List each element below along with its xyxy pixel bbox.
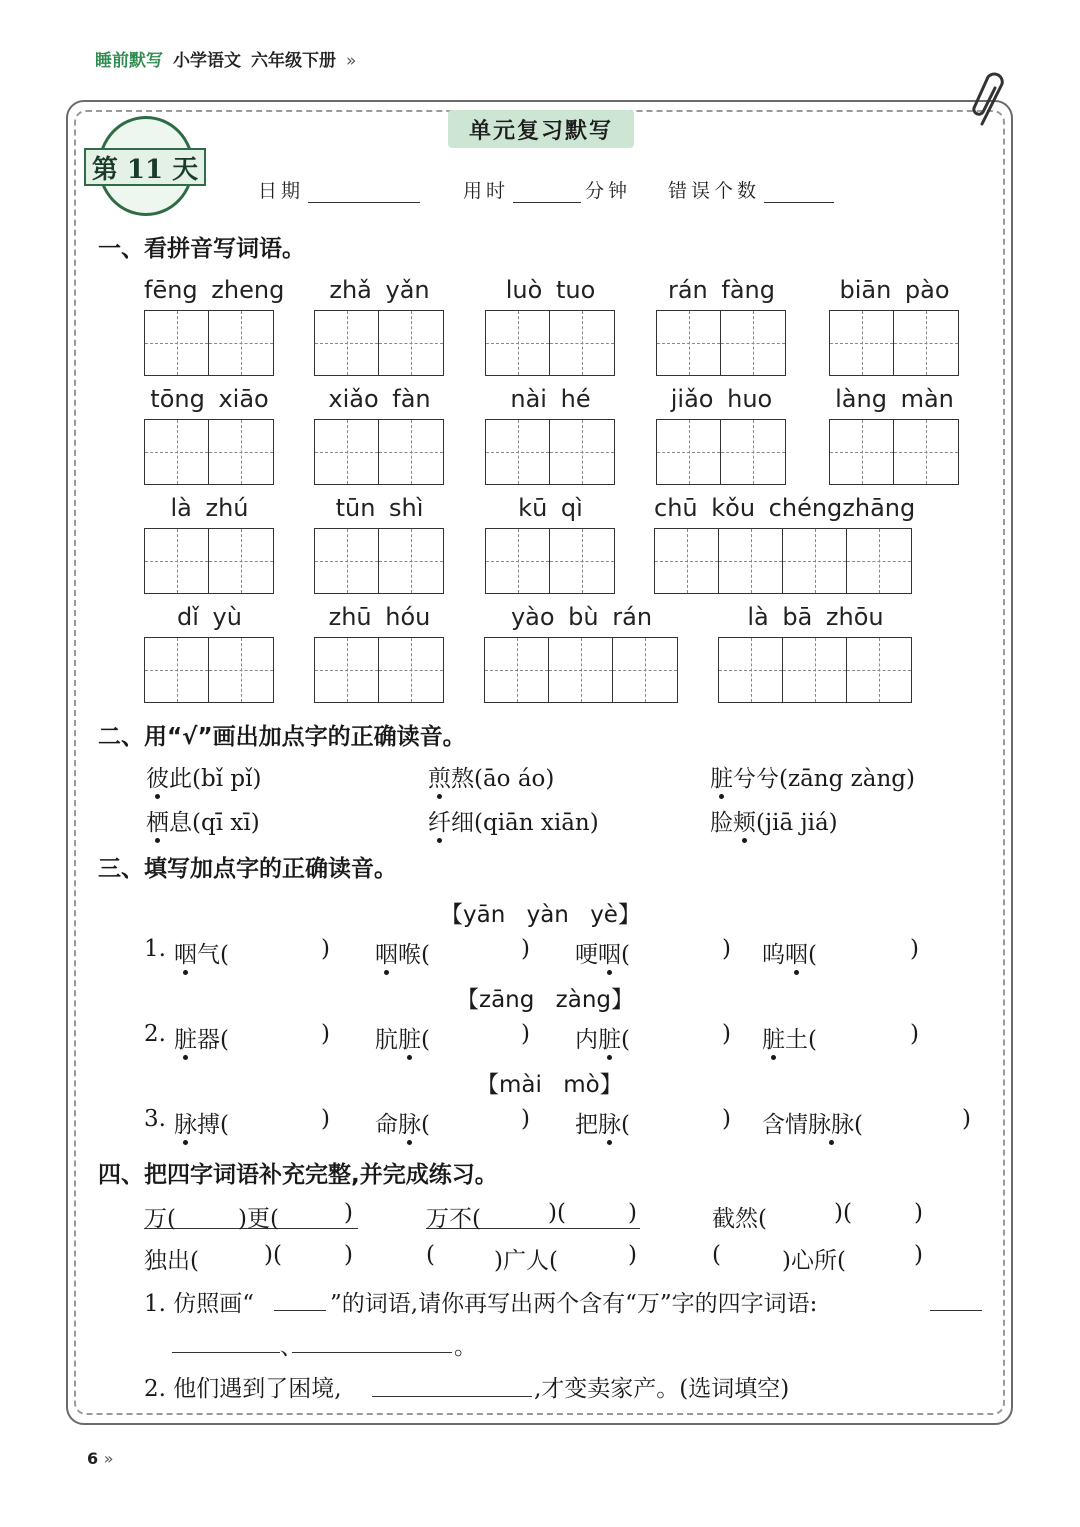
pinyin-text: là zhú [170,494,249,522]
writing-grid-cell[interactable] [657,420,721,484]
word-suffix: 搏( [197,1112,229,1138]
writing-grid-cell[interactable] [550,529,614,593]
date-label: 日期 [258,180,305,202]
fill-pronunciation-item[interactable] [375,1106,430,1139]
close-paren: ) [521,1106,530,1132]
answer-period: 。 [454,1334,477,1360]
dotted-character: 脏 [710,766,733,792]
word-prefix: 脸 [710,810,733,836]
writing-grid-cell[interactable] [145,638,209,702]
writing-grid-cell[interactable] [613,638,677,702]
idiom-blank-segment: 截然( [712,1206,767,1232]
word-prefix: 呜 [762,942,785,968]
idiom-blank-segment: 独出( [144,1248,199,1274]
fill-pronunciation-item[interactable] [762,1021,817,1054]
close-paren: ) [321,1106,330,1132]
section1-title: 一、看拼音写词语。 [98,236,305,262]
word-suffix: 喉( [398,942,430,968]
fill-pronunciation-item[interactable] [575,1106,630,1139]
pinyin-word-item [829,276,960,376]
pronunciation-choice-item[interactable] [710,760,915,793]
pinyin-word-item [144,276,285,376]
pronunciation-choice-item[interactable] [428,760,554,793]
idiom-blank-segment: ) [914,1242,923,1268]
errors-blank[interactable] [764,179,834,203]
pronunciation-choice-item[interactable] [710,804,838,837]
writing-grid-cell[interactable] [485,638,549,702]
pinyin-text: tūn shì [335,494,424,522]
writing-grid-cell[interactable] [721,420,785,484]
fill-pronunciation-item[interactable] [174,936,229,969]
writing-grid-cell[interactable] [719,529,783,593]
pinyin-text: fēng zheng [144,276,285,304]
word-suffix: ( [621,942,630,968]
writing-grid-cell[interactable] [379,638,443,702]
idiom-blank-segment: )更( [238,1206,279,1232]
writing-grid-cell[interactable] [209,311,273,375]
idiom-blank-segment: )( [548,1200,566,1226]
writing-grid[interactable] [829,419,959,485]
book-grade: 六年级下册 [251,51,336,71]
section4-title: 四、把四字词语补充完整,并完成练习。 [98,1162,498,1188]
pinyin-text: luò tuo [505,276,596,304]
writing-grid-cell[interactable] [721,311,785,375]
dotted-character: 煎 [428,766,451,792]
close-paren: ) [321,1021,330,1047]
question1-prompt-end: ”的词语,请你再写出两个含有“万”字的四字词语: [330,1291,818,1317]
dotted-character: 彼 [146,766,169,792]
pinyin-word-item [314,494,445,594]
fill-pronunciation-item[interactable] [762,936,817,969]
writing-grid-cell[interactable] [379,311,443,375]
answer-separator: 、 [280,1334,303,1360]
pinyin-options-bracket: 【yān yàn yè】 [440,902,641,928]
pinyin-text: chū kǒu chéngzhāng [654,494,916,522]
pinyin-options-bracket: 【mài mò】 [476,1072,623,1098]
answer-blank[interactable] [274,1310,326,1311]
word-suffix-options: 熬(āo áo) [451,766,555,792]
idiom-blank-segment: ) [914,1200,923,1226]
dotted-character: 咽 [375,942,398,968]
pinyin-text: kū qì [518,494,583,522]
header-arrows-icon: » [346,51,357,71]
writing-grid[interactable] [144,419,274,485]
writing-grid-cell[interactable] [550,311,614,375]
paperclip-icon [968,72,1014,130]
page-number: 6 [87,1449,99,1468]
pinyin-text: zhǎ yǎn [329,276,430,304]
word-suffix: 器( [197,1027,229,1053]
time-label: 用时 [463,180,510,202]
dotted-character: 脉 [398,1112,421,1138]
writing-grid[interactable] [656,310,786,376]
book-brand: 睡前默写 [95,51,163,71]
writing-grid-cell[interactable] [209,529,273,593]
dotted-character: 脉脉 [808,1112,854,1138]
idiom-blank-segment: ( [712,1242,721,1268]
pinyin-word-item [485,276,616,376]
idiom-blank-segment: )( [834,1200,852,1226]
word-suffix: ( [621,1027,630,1053]
writing-grid-cell[interactable] [783,638,847,702]
dotted-character: 脉 [598,1112,621,1138]
writing-grid-cell[interactable] [830,420,894,484]
errors-field [668,176,834,203]
pinyin-text: làng màn [835,385,954,413]
close-paren: ) [910,936,919,962]
time-blank[interactable] [513,179,581,203]
writing-grid[interactable] [829,310,959,376]
writing-grid-cell[interactable] [655,529,719,593]
idiom-blank-segment: )心所( [782,1248,846,1274]
idiom-blank-segment: 万不( [426,1206,481,1232]
writing-grid-cell[interactable] [783,529,847,593]
writing-grid[interactable] [654,528,912,594]
writing-grid-cell[interactable] [379,529,443,593]
worksheet-title: 单元复习默写 [448,110,634,148]
word-suffix: ( [854,1112,863,1138]
dotted-character: 咽 [174,942,197,968]
writing-grid-cell[interactable] [145,420,209,484]
writing-grid-cell[interactable] [830,311,894,375]
answer-blank[interactable] [172,1352,280,1353]
close-paren: ) [910,1021,919,1047]
time-unit: 分钟 [585,180,632,202]
pinyin-text: nài hé [510,385,591,413]
fill-pronunciation-item[interactable] [762,1106,863,1139]
pinyin-word-item [144,494,275,594]
writing-grid-cell[interactable] [894,420,958,484]
writing-grid-cell[interactable] [719,638,783,702]
word-suffix-options: 此(bǐ pǐ) [169,766,262,792]
close-paren: ) [521,936,530,962]
word-prefix: 肮 [375,1027,398,1053]
question1-prompt-start: 1. 仿照画“ [144,1291,255,1317]
answer-blank[interactable] [292,1352,452,1353]
dotted-character: 颊 [733,810,756,836]
writing-grid[interactable] [144,637,274,703]
idiom-blank-segment: ) [628,1242,637,1268]
answer-blank[interactable] [930,1310,982,1311]
question-number: 2. [144,1021,166,1047]
book-subject: 小学语文 [173,51,241,71]
date-blank[interactable] [308,179,420,203]
day-badge [84,116,206,216]
writing-grid-cell[interactable] [379,420,443,484]
pinyin-word-item [829,385,960,485]
word-prefix: 命 [375,1112,398,1138]
idiom-blank-segment: 万( [144,1206,176,1232]
close-paren: ) [722,1021,731,1047]
dotted-character: 脏 [174,1027,197,1053]
writing-grid[interactable] [718,637,912,703]
pinyin-text: jiǎo huo [670,385,773,413]
question2-prompt-start: 2. 他们遇到了困境, [144,1376,342,1402]
idiom-blank-segment: )( [264,1242,282,1268]
writing-grid-cell[interactable] [209,420,273,484]
word-prefix: 内 [575,1027,598,1053]
word-suffix-options: 息(qī xī) [169,810,260,836]
word-suffix: ( [421,1112,430,1138]
pinyin-word-item [654,494,916,594]
pinyin-text: tōng xiāo [150,385,269,413]
writing-grid-cell[interactable] [486,529,550,593]
writing-grid-cell[interactable] [145,529,209,593]
idiom-blank-segment: ) [344,1200,353,1226]
pinyin-text: là bā zhōu [747,603,884,631]
writing-grid-cell[interactable] [657,311,721,375]
dotted-character: 栖 [146,810,169,836]
pinyin-text: yào bù rán [510,603,653,631]
writing-grid[interactable] [484,637,678,703]
writing-grid[interactable] [314,637,444,703]
writing-grid[interactable] [485,310,615,376]
pinyin-text: xiǎo fàn [328,385,431,413]
word-suffix-options: 兮兮(zāng zàng) [733,766,915,792]
writing-grid-cell[interactable] [847,638,911,702]
word-prefix: 把 [575,1112,598,1138]
dotted-character: 脏 [598,1027,621,1053]
pinyin-word-item [144,385,275,485]
time-field [463,176,631,203]
writing-grid[interactable] [656,419,786,485]
section2-title: 二、用“√”画出加点字的正确读音。 [98,724,466,750]
writing-grid-cell[interactable] [209,638,273,702]
answer-blank[interactable] [372,1396,532,1397]
writing-grid-cell[interactable] [315,638,379,702]
writing-grid[interactable] [314,528,444,594]
fill-pronunciation-item[interactable] [174,1021,229,1054]
dotted-character: 咽 [598,942,621,968]
writing-grid[interactable] [314,310,444,376]
idiom-blank-segment: ) [344,1242,353,1268]
dotted-character: 脉 [174,1112,197,1138]
close-paren: ) [722,936,731,962]
word-prefix: 哽 [575,942,598,968]
writing-grid[interactable] [314,419,444,485]
writing-grid-cell[interactable] [315,529,379,593]
pinyin-word-item [656,276,787,376]
writing-grid-cell[interactable] [549,638,613,702]
errors-label: 错误个数 [668,180,761,202]
fill-pronunciation-item[interactable] [174,1106,229,1139]
pinyin-word-item [485,494,616,594]
fill-pronunciation-item[interactable] [375,1021,430,1054]
word-suffix: ( [808,942,817,968]
pinyin-word-item [656,385,787,485]
pinyin-word-item [314,385,445,485]
pinyin-word-item [485,385,616,485]
question2-prompt-end: ,才变卖家产。(选词填空) [534,1376,790,1402]
writing-grid[interactable] [485,419,615,485]
writing-grid-cell[interactable] [894,311,958,375]
pinyin-text: biān pào [839,276,950,304]
dotted-character: 咽 [785,942,808,968]
word-suffix-options: (jiā jiá) [756,810,838,836]
pinyin-text: rán fàng [667,276,775,304]
page-footer [87,1449,114,1468]
writing-grid[interactable] [144,528,274,594]
day-label: 第 11 天 [84,148,206,186]
pinyin-word-item [314,603,445,703]
dotted-character: 脏 [762,1027,785,1053]
close-paren: ) [722,1106,731,1132]
pronunciation-choice-item[interactable] [146,760,261,793]
writing-grid[interactable] [485,528,615,594]
close-paren: ) [962,1106,971,1132]
question-number: 3. [144,1106,166,1132]
writing-grid-cell[interactable] [847,529,911,593]
pinyin-text: zhū hóu [328,603,431,631]
pinyin-word-item [144,603,275,703]
pinyin-options-bracket: 【zāng zàng】 [456,987,634,1013]
writing-grid-cell[interactable] [486,420,550,484]
word-suffix: 气( [197,942,229,968]
word-suffix: ( [421,1027,430,1053]
pinyin-word-item [314,276,445,376]
pinyin-word-item [718,603,913,703]
fill-pronunciation-item[interactable] [575,936,630,969]
pronunciation-choice-item[interactable] [428,804,599,837]
writing-grid-cell[interactable] [315,420,379,484]
writing-grid[interactable] [144,310,274,376]
pinyin-text: dǐ yù [177,603,242,631]
footer-arrows-icon: » [103,1449,114,1468]
dotted-character: 纤 [428,810,451,836]
writing-grid-cell[interactable] [145,311,209,375]
writing-grid-cell[interactable] [486,311,550,375]
word-suffix: 土( [785,1027,817,1053]
idiom-blank-segment: )广人( [494,1248,558,1274]
question-number: 1. [144,936,166,962]
fill-pronunciation-item[interactable] [375,936,430,969]
idiom-blank-segment: ) [628,1200,637,1226]
word-suffix-options: 细(qiān xiān) [451,810,599,836]
writing-grid-cell[interactable] [550,420,614,484]
dotted-character: 脏 [398,1027,421,1053]
word-prefix: 含情 [762,1112,808,1138]
idiom-blank-segment: ( [426,1242,435,1268]
close-paren: ) [521,1021,530,1047]
writing-grid-cell[interactable] [315,311,379,375]
word-suffix: ( [621,1112,630,1138]
pinyin-word-item [484,603,679,703]
close-paren: ) [321,936,330,962]
pronunciation-choice-item[interactable] [146,804,260,837]
running-header [95,46,356,71]
section3-title: 三、填写加点字的正确读音。 [98,856,397,882]
date-field [258,176,420,203]
fill-pronunciation-item[interactable] [575,1021,630,1054]
